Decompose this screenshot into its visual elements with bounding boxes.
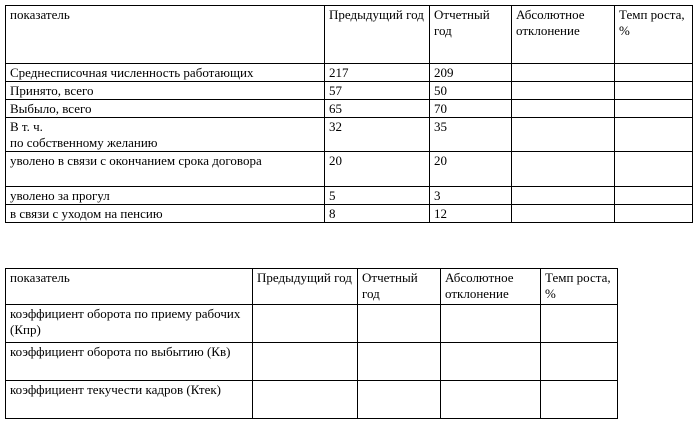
abs-value — [512, 118, 615, 152]
rate-value — [615, 64, 693, 82]
header-cell: показатель — [6, 269, 253, 305]
row-label: в связи с уходом на пенсию — [6, 205, 325, 223]
abs-value — [512, 205, 615, 223]
row-label: уволено за прогул — [6, 187, 325, 205]
rate-value — [541, 343, 618, 381]
row-label: коэффициент оборота по выбытию (Кв) — [6, 343, 253, 381]
table-row — [6, 205, 693, 223]
curr-value: 209 — [430, 64, 512, 82]
header-cell: Отчетный год — [358, 269, 441, 305]
abs-value — [512, 187, 615, 205]
rate-value — [541, 305, 618, 343]
row-label: Принято, всего — [6, 82, 325, 100]
header-cell: показатель — [6, 6, 325, 64]
prev-value: 32 — [325, 118, 430, 152]
row-label: Выбыло, всего — [6, 100, 325, 118]
abs-value — [512, 100, 615, 118]
row-label — [6, 118, 325, 152]
rate-value — [615, 187, 693, 205]
table-row — [6, 343, 618, 381]
curr-value — [358, 305, 441, 343]
table-row — [6, 381, 618, 419]
curr-value: 35 — [430, 118, 512, 152]
row-label-line2: по собственному желанию — [10, 135, 158, 150]
header-cell: Предыдущий год — [325, 6, 430, 64]
prev-value — [253, 305, 358, 343]
curr-value: 20 — [430, 152, 512, 187]
prev-value: 5 — [325, 187, 430, 205]
row-label-line1: В т. ч. — [10, 119, 43, 134]
header-cell: Абсолютное отклонение — [441, 269, 541, 305]
table-row — [6, 118, 693, 152]
abs-value — [441, 381, 541, 419]
header-cell: Отчетный год — [430, 6, 512, 64]
table-row — [6, 152, 693, 187]
header-cell: Темп роста, % — [615, 6, 693, 64]
rate-value — [615, 118, 693, 152]
curr-value: 3 — [430, 187, 512, 205]
table-header-row — [6, 6, 693, 64]
header-cell: Предыдущий год — [253, 269, 358, 305]
rate-value — [615, 152, 693, 187]
table-header-row — [6, 269, 618, 305]
header-cell: Темп роста, % — [541, 269, 618, 305]
table-row — [6, 64, 693, 82]
abs-value — [512, 64, 615, 82]
rate-value — [541, 381, 618, 419]
prev-value — [253, 343, 358, 381]
curr-value — [358, 381, 441, 419]
curr-value: 50 — [430, 82, 512, 100]
header-cell: Абсолютное отклонение — [512, 6, 615, 64]
prev-value — [253, 381, 358, 419]
prev-value: 20 — [325, 152, 430, 187]
abs-value — [512, 82, 615, 100]
curr-value — [358, 343, 441, 381]
table-row — [6, 82, 693, 100]
turnover-coefficients-table — [5, 268, 618, 419]
table-row — [6, 305, 618, 343]
table-row — [6, 187, 693, 205]
row-label: уволено в связи с окончанием срока договора — [6, 152, 325, 187]
staff-movement-table — [5, 5, 693, 223]
row-label: коэффициент оборота по приему рабочих (Кпр) — [6, 305, 253, 343]
curr-value: 12 — [430, 205, 512, 223]
prev-value: 65 — [325, 100, 430, 118]
row-label: коэффициент текучести кадров (Ктек) — [6, 381, 253, 419]
abs-value — [441, 343, 541, 381]
abs-value — [512, 152, 615, 187]
curr-value: 70 — [430, 100, 512, 118]
prev-value: 8 — [325, 205, 430, 223]
row-label: Среднесписочная численность работающих — [6, 64, 325, 82]
abs-value — [441, 305, 541, 343]
rate-value — [615, 100, 693, 118]
table-row — [6, 100, 693, 118]
rate-value — [615, 82, 693, 100]
prev-value: 217 — [325, 64, 430, 82]
rate-value — [615, 205, 693, 223]
prev-value: 57 — [325, 82, 430, 100]
